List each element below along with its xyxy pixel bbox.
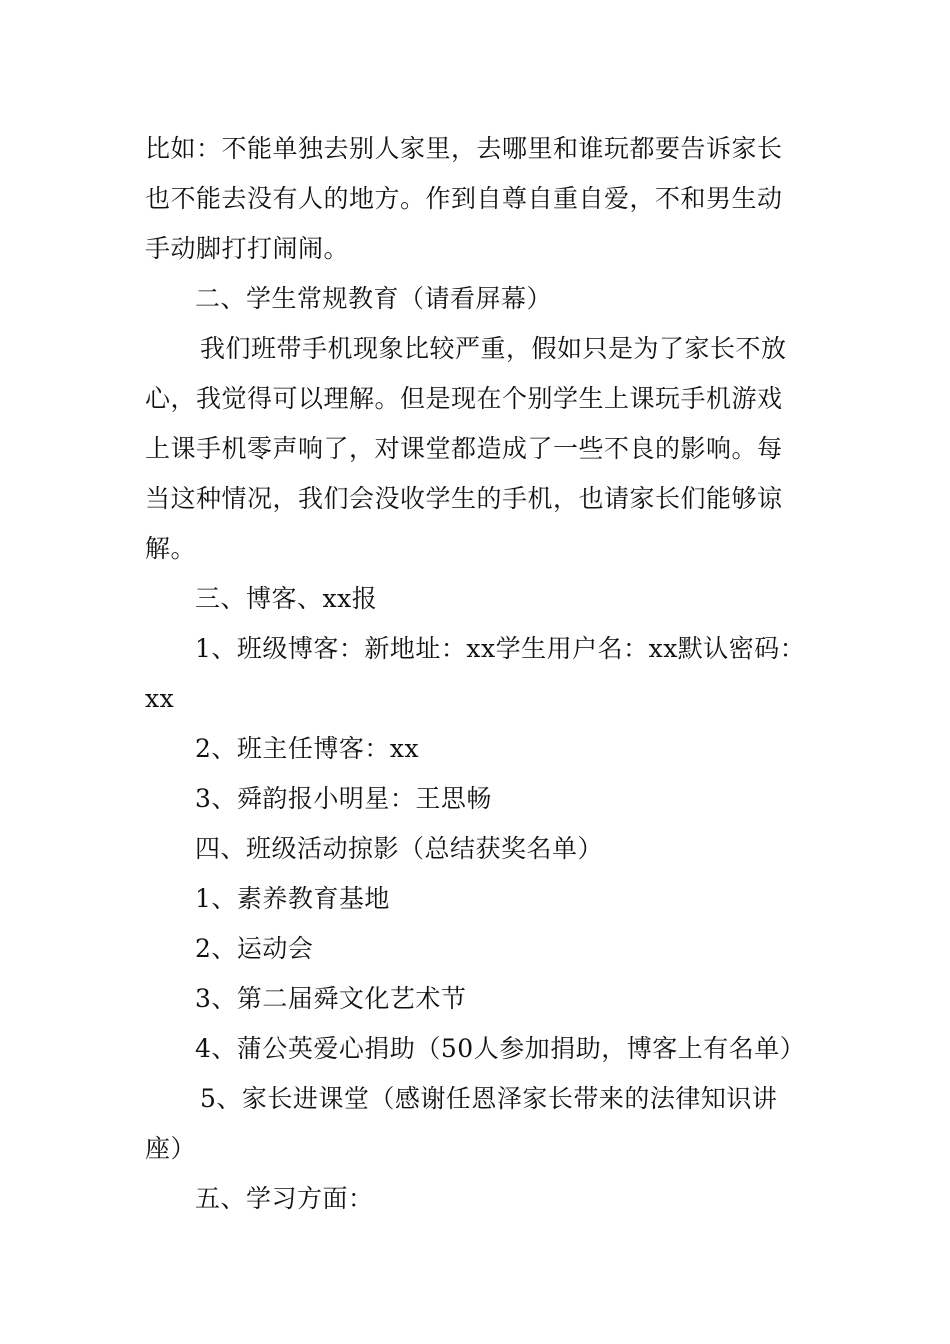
paragraph-line: 当这种情况，我们会没收学生的手机，也请家长们能够谅: [145, 484, 783, 513]
list-item: 2、班主任博客：xx: [195, 734, 420, 763]
section-heading: 二、学生常规教育（请看屏幕）: [195, 284, 553, 313]
list-item: 1、素养教育基地: [195, 884, 390, 913]
list-item: 3、舜韵报小明星：王思畅: [195, 784, 492, 813]
section-heading: 五、学习方面：: [195, 1184, 374, 1213]
list-item-continuation: 座）: [145, 1134, 197, 1163]
list-item: 3、第二届舜文化艺术节: [195, 984, 467, 1013]
list-item: 1、班级博客：新地址：xx学生用户名：xx默认密码：: [195, 634, 806, 663]
paragraph-line: 比如：不能单独去别人家里，去哪里和谁玩都要告诉家长: [145, 134, 783, 163]
section-heading: 四、班级活动掠影（总结获奖名单）: [195, 834, 604, 863]
paragraph-line: 我们班带手机现象比较严重，假如只是为了家长不放: [200, 334, 787, 363]
section-heading: 三、博客、xx报: [195, 584, 378, 613]
list-item: 4、蒲公英爱心捐助（50人参加捐助，博客上有名单）: [195, 1034, 806, 1063]
list-item: 5、家长进课堂（感谢任恩泽家长带来的法律知识讲: [200, 1084, 778, 1113]
list-item: 2、运动会: [195, 934, 314, 963]
paragraph-line: 心，我觉得可以理解。但是现在个别学生上课玩手机游戏: [145, 384, 783, 413]
paragraph-line: 也不能去没有人的地方。作到自尊自重自爱，不和男生动: [145, 184, 783, 213]
paragraph-line: 上课手机零声响了，对课堂都造成了一些不良的影响。每: [145, 434, 783, 463]
paragraph-line: 解。: [145, 534, 197, 563]
list-item-continuation: xx: [145, 684, 175, 713]
paragraph-line: 手动脚打打闹闹。: [145, 234, 350, 263]
